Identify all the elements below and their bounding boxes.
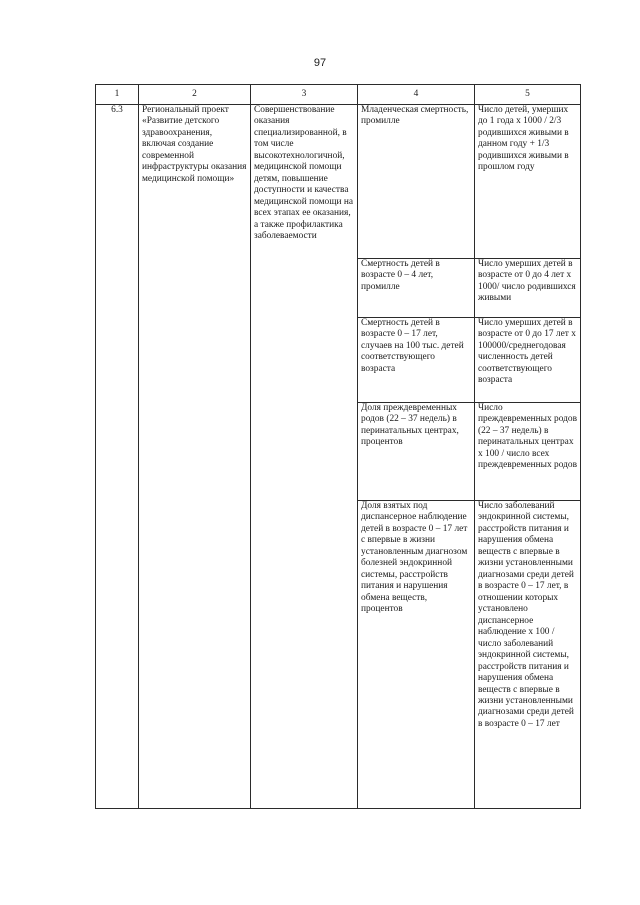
indicator-name-cell <box>358 259 475 318</box>
indicator-name: Смертность детей в возрасте 0 – 4 лет, промилле <box>361 259 440 292</box>
indicator-formula: Число преждевременных родов (22 – 37 недель) в перинатальных центрах х 100 / число всех преждевременных родов <box>478 403 577 471</box>
task-cell <box>251 105 358 809</box>
indicator-formula: Число детей, умерших до 1 года x 1000 / 2/3 родившихся живыми в данном году + 1/3 родившихся живыми в прошлом году <box>478 105 569 173</box>
indicator-formula-cell <box>475 318 581 403</box>
table-row <box>96 105 581 259</box>
indicator-formula-cell <box>475 259 581 318</box>
indicator-name: Доля преждевременных родов (22 – 37 недель) в перинатальных центрах, процентов <box>361 403 459 448</box>
indicator-name: Смертность детей в возрасте 0 – 17 лет, случаев на 100 тыс. детей соответствующего возраста <box>361 318 464 374</box>
project-cell <box>139 105 251 809</box>
indicator-name-cell <box>358 403 475 501</box>
column-header: 4 <box>358 85 475 105</box>
indicator-name-cell <box>358 318 475 403</box>
column-header: 1 <box>96 85 139 105</box>
task-description: Совершенствование оказания специализированной, в том числе высокотехнологичной, медицинской помощи детям, повышение доступности и качества медицинской помощи на всех этапах ее оказания, а также профилактика заболеваемости <box>254 105 353 242</box>
row-number-cell <box>96 105 139 809</box>
project-name: Региональный проект «Развитие детского здравоохранения, включая создание современной инфраструктуры оказания медицинской помощи» <box>142 105 247 184</box>
table-header-row <box>96 85 581 105</box>
indicator-formula: Число умерших детей в возрасте от 0 до 4 лет х 1000/ число родившихся живыми <box>478 259 576 304</box>
page-number: 97 <box>313 57 327 69</box>
indicator-name: Доля взятых под диспансерное наблюдение детей в возрасте 0 – 17 лет с впервые в жизни установленным диагнозом болезней эндокринной системы, расстройств питания и нарушения обмена веществ, процентов <box>361 501 468 615</box>
indicator-name-cell <box>358 501 475 809</box>
indicator-formula: Число заболеваний эндокринной системы, расстройств питания и нарушения обмена веществ с впервые в жизни установленными диагнозами среди детей в возрасте 0 – 17 лет, в отношении которых установлено диспансерное наблюдение х 100 / число заболеваний эндокринной системы, расстройств питания и нарушения обмена веществ с впервые в жизни установленными диагнозами среди детей в возрасте 0 – 17 лет <box>478 501 574 729</box>
column-header: 2 <box>139 85 251 105</box>
column-header: 5 <box>475 85 581 105</box>
row-number: 6.3 <box>111 105 123 115</box>
indicator-name: Младенческая смертность, промилле <box>361 105 469 127</box>
column-header: 3 <box>251 85 358 105</box>
indicator-formula: Число умерших детей в возрасте от 0 до 17 лет х 100000/среднегодовая численность детей соответствующего возраста <box>478 318 576 386</box>
indicator-formula-cell <box>475 403 581 501</box>
indicator-formula-cell <box>475 501 581 809</box>
indicator-formula-cell <box>475 105 581 259</box>
indicators-table <box>95 84 581 809</box>
indicator-name-cell <box>358 105 475 259</box>
